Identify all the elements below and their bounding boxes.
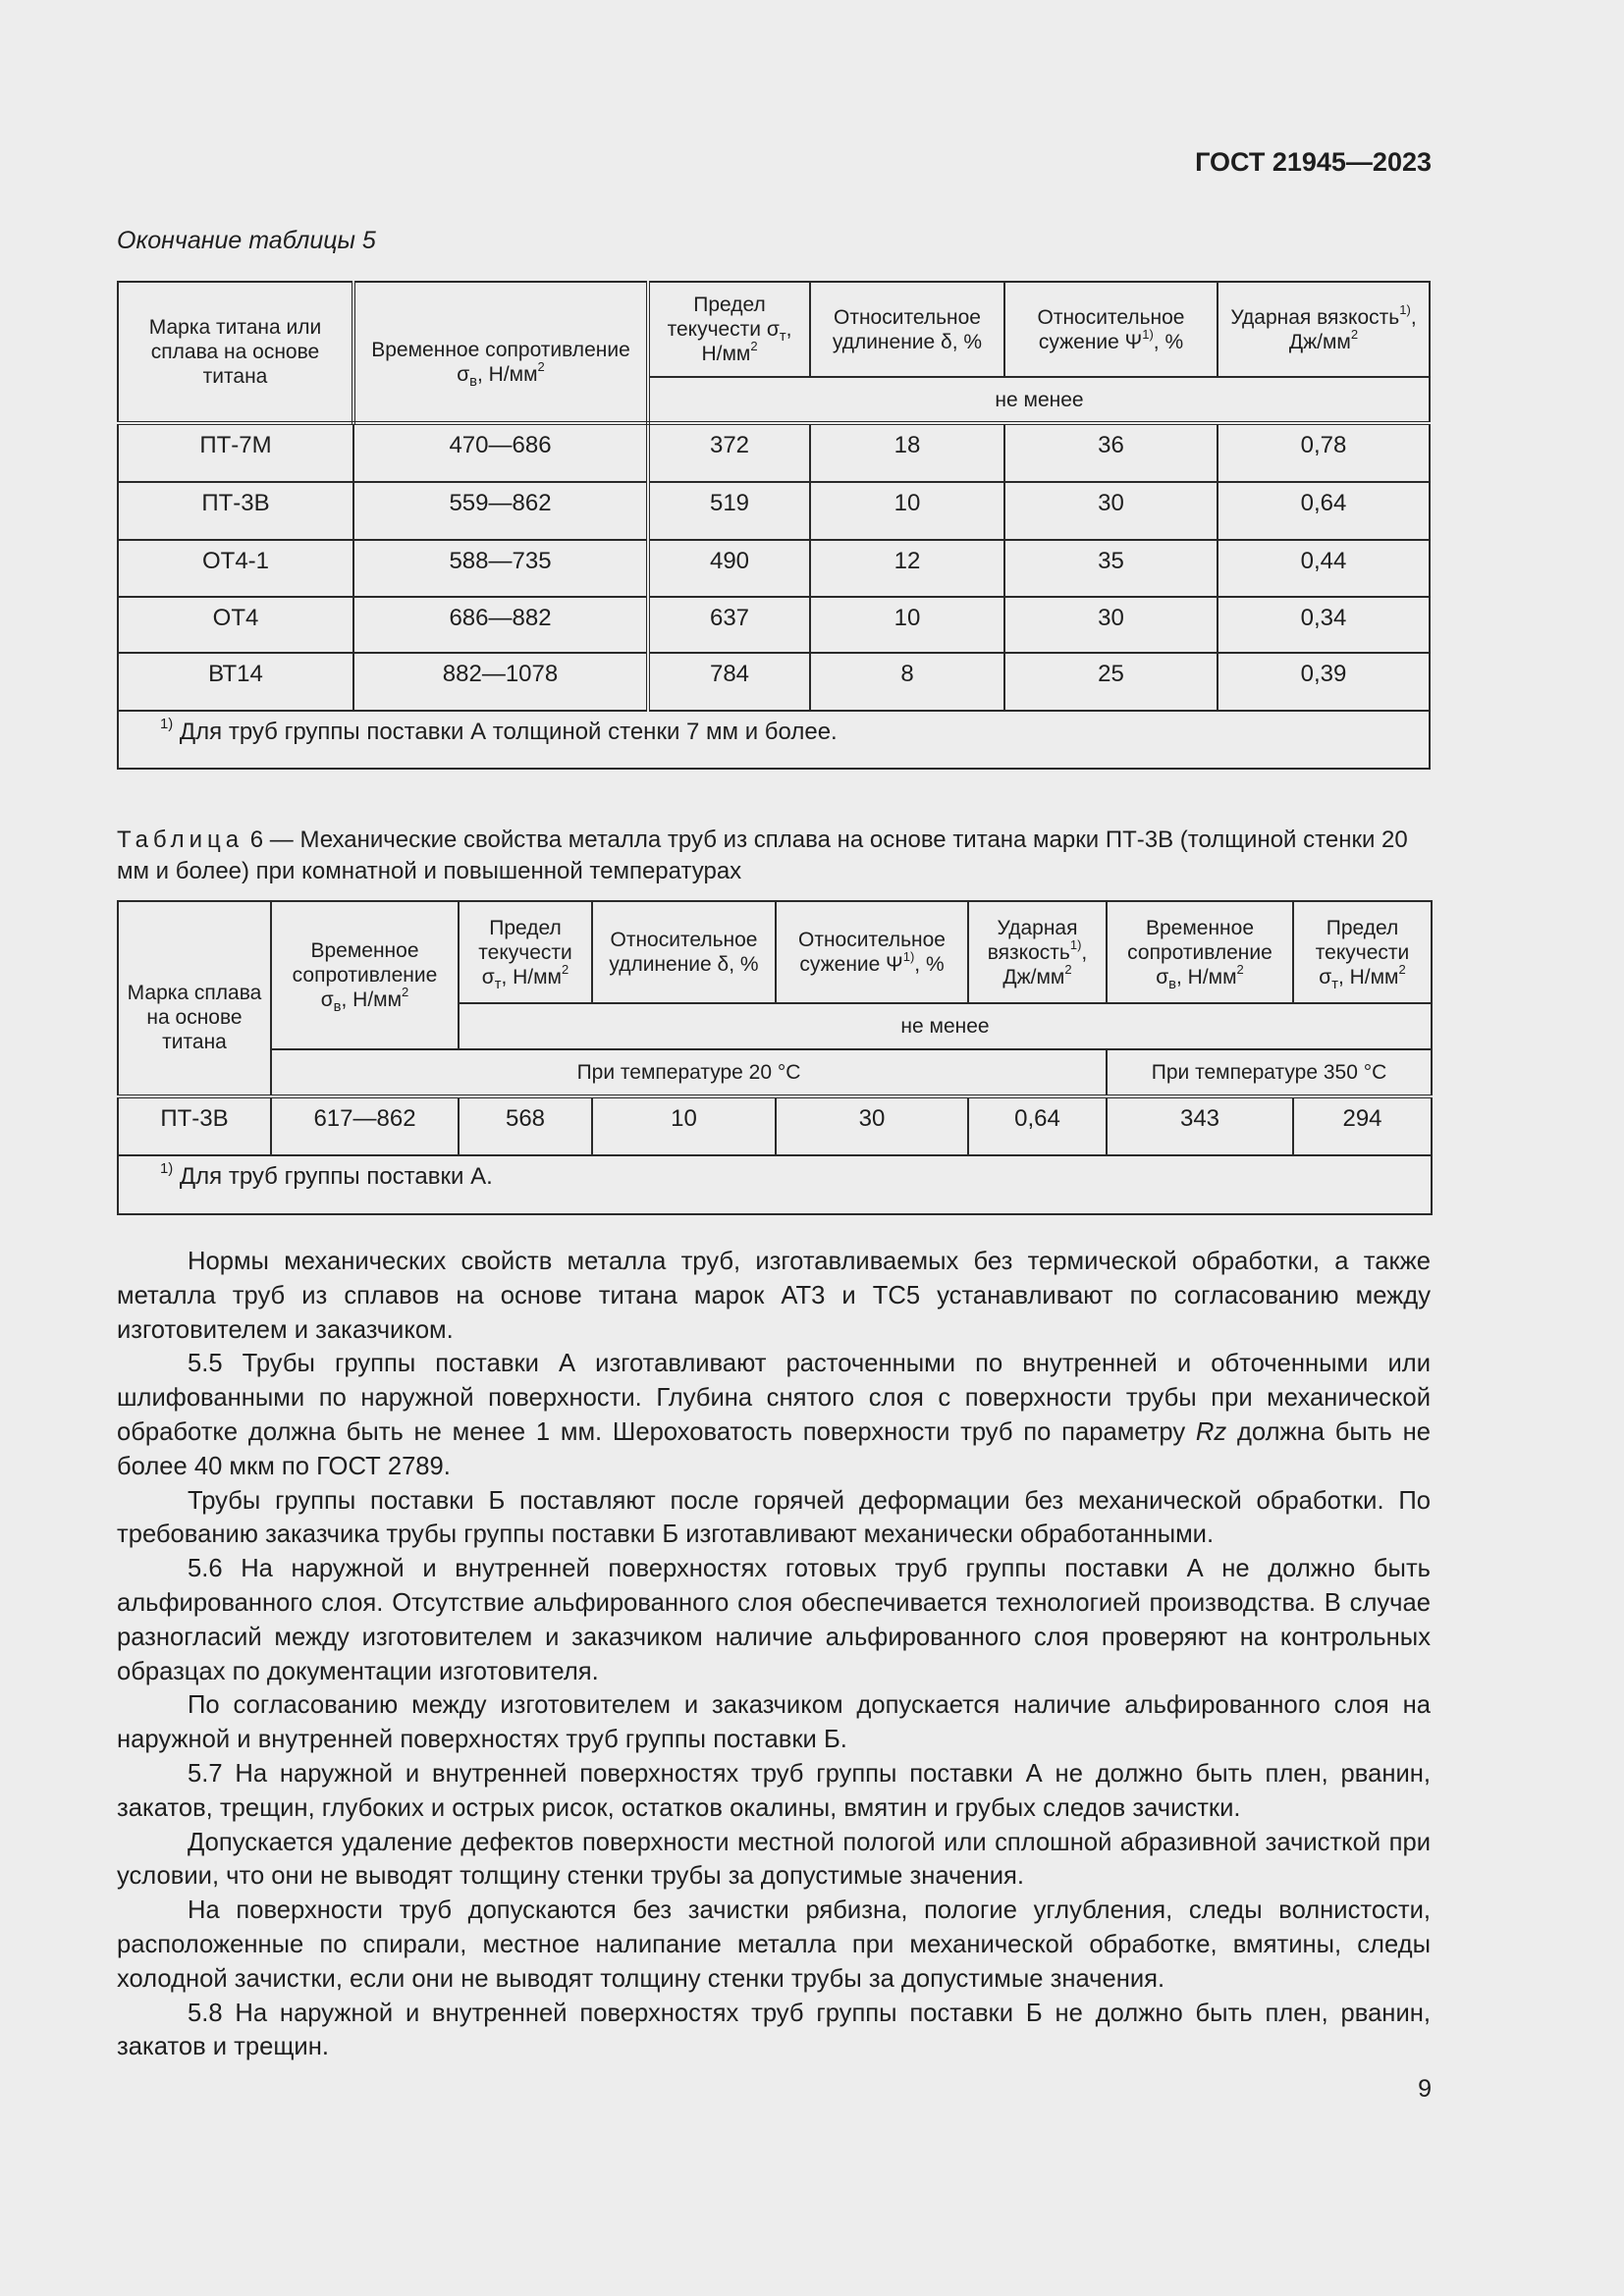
t5-cell: 10 xyxy=(810,597,1004,653)
t6-header-reduction: Относительное сужение $\Psi^{1)}$, % xyxy=(776,901,968,1003)
t6-header-grade: Марка сплава на основе титана xyxy=(118,901,271,1096)
t5-cell: 559—862 xyxy=(353,482,648,540)
t5-header-tensile: Временное сопротивление $\sigma_в$, $Н/мм^2$ xyxy=(353,282,648,423)
t6-header-elongation: Относительное удлинение δ, % xyxy=(592,901,776,1003)
table-6 xyxy=(117,900,1433,1215)
t5-cell: 588—735 xyxy=(353,540,648,597)
t5-cell: 470—686 xyxy=(353,423,648,482)
paragraph-5-5: 5.5 Трубы группы поставки А изготавливают расточенными по внутренней и обточенными или шлифованными по наружной поверхности. Глубина снятого слоя с поверхности трубы при механической обработке должна быть не менее 1 мм. Шероховатость поверхности труб по параметру Rz должна быть не более 40 мкм по ГОСТ 2789. xyxy=(117,1350,1431,1480)
table-row xyxy=(118,1096,1432,1155)
t6-header-tensile: Временное сопротивление $\sigma_в$, $Н/мм^2$ xyxy=(271,901,459,1049)
t5-cell: 490 xyxy=(648,540,810,597)
t5-cell: 30 xyxy=(1004,482,1218,540)
t6-header-tensile-350: Временное сопротивление $\sigma_в$, $Н/мм^2$ xyxy=(1107,901,1293,1003)
table-row xyxy=(118,423,1430,482)
t6-cell: 343 xyxy=(1107,1096,1293,1155)
t5-cell: 12 xyxy=(810,540,1004,597)
t5-cell: ОТ4 xyxy=(118,597,353,653)
t6-header-yield: Предел текучести $\sigma_т$, $Н/мм^2$ xyxy=(459,901,592,1003)
t5-cell: 35 xyxy=(1004,540,1218,597)
t5-cell: 18 xyxy=(810,423,1004,482)
paragraph: Допускается удаление дефектов поверхности местной пологой или сплошной абразивной зачисткой при условии, что они не выводят толщину стенки трубы за допустимые значения. xyxy=(117,1828,1431,1891)
t6-header-temp-350: При температуре 350 °С xyxy=(1107,1049,1432,1096)
t5-cell: ВТ14 xyxy=(118,653,353,711)
t5-cell: 0,64 xyxy=(1218,482,1430,540)
t5-cell: 0,44 xyxy=(1218,540,1430,597)
t5-cell: 519 xyxy=(648,482,810,540)
t6-cell: 0,64 xyxy=(968,1096,1107,1155)
body-text xyxy=(117,1245,1431,2064)
paragraph: На поверхности труб допускаются без зачистки рябизна, пологие углубления, следы волнистости, расположенные по спирали, местное налипание металла при механической обработке, вмятины, следы холодной зачистки, если они не выводят толщину стенки трубы за допустимые значения. xyxy=(117,1896,1431,1993)
table5-caption: Окончание таблицы 5 xyxy=(117,227,376,254)
t6-footnote: $^{1)}$ Для труб группы поставки А. xyxy=(118,1155,1432,1214)
t5-header-elongation: Относительное удлинение δ, % xyxy=(810,282,1004,377)
t5-cell: 8 xyxy=(810,653,1004,711)
t6-header-not-less: не менее xyxy=(459,1003,1432,1049)
t5-cell: 372 xyxy=(648,423,810,482)
t5-cell: 882—1078 xyxy=(353,653,648,711)
paragraph: Нормы механических свойств металла труб, изготавливаемых без термической обработки, а также металла труб из сплавов на основе титана марок АТ3 и ТС5 устанавливают по согласованию между изготовителем и заказчиком. xyxy=(117,1248,1431,1344)
table6-caption: Таблица 6 — Механические свойства металла труб из сплава на основе титана марки ПТ-3В (толщиной стенки 20 мм и более) при комнатной и повышенной температурах xyxy=(117,827,1408,884)
t5-header-yield: Предел текучести $\sigma_т$, $Н/мм^2$ xyxy=(648,282,810,377)
t5-cell: ОТ4-1 xyxy=(118,540,353,597)
t6-cell: 30 xyxy=(776,1096,968,1155)
t5-cell: 0,34 xyxy=(1218,597,1430,653)
table-row xyxy=(118,597,1430,653)
t5-cell: ПТ-3В xyxy=(118,482,353,540)
t5-cell: 25 xyxy=(1004,653,1218,711)
t5-header-impact: Ударная вязкость$^{1)}$, $Дж/мм^2$ xyxy=(1218,282,1430,377)
table-row xyxy=(118,482,1430,540)
t6-header-temp-20: При температуре 20 °С xyxy=(271,1049,1107,1096)
paragraph: Трубы группы поставки Б поставляют после горячей деформации без механической обработки. По требованию заказчика трубы группы поставки Б изготавливают механически обработанными. xyxy=(117,1486,1431,1549)
t5-cell: 0,39 xyxy=(1218,653,1430,711)
t6-header-impact: Ударная вязкость$^{1)}$, $Дж/мм^2$ xyxy=(968,901,1107,1003)
table-row xyxy=(118,540,1430,597)
t5-cell: 0,78 xyxy=(1218,423,1430,482)
t5-cell: 30 xyxy=(1004,597,1218,653)
t6-cell: ПТ-3В xyxy=(118,1096,271,1155)
t5-header-grade: Марка титана или сплава на основе титана xyxy=(118,282,353,423)
t6-cell: 294 xyxy=(1293,1096,1432,1155)
t5-cell: 10 xyxy=(810,482,1004,540)
paragraph-5-7: 5.7 На наружной и внутренней поверхностях труб группы поставки А не должно быть плен, рванин, закатов, трещин, глубоких и острых рисок, остатков окалины, вмятин и грубых следов зачистки. xyxy=(117,1759,1431,1822)
t5-cell: ПТ-7М xyxy=(118,423,353,482)
page-number: 9 xyxy=(1418,2075,1432,2103)
t5-cell: 784 xyxy=(648,653,810,711)
t6-header-yield-350: Предел текучести $\sigma_т$, $Н/мм^2$ xyxy=(1293,901,1432,1003)
table-5 xyxy=(117,281,1431,770)
t6-cell: 10 xyxy=(592,1096,776,1155)
document-code: ГОСТ 21945—2023 xyxy=(1195,147,1432,177)
paragraph-5-6: 5.6 На наружной и внутренней поверхностях готовых труб группы поставки А не должно быть альфированного слоя. Отсутствие альфированного слоя обеспечивается технологией производства. В случае разногласий между изготовителем и заказчиком наличие альфированного слоя проверяют на контрольных образцах по документации изготовителя. xyxy=(117,1555,1431,1685)
t6-cell: 568 xyxy=(459,1096,592,1155)
paragraph-5-8: 5.8 На наружной и внутренней поверхностях труб группы поставки Б не должно быть плен, рванин, закатов и трещин. xyxy=(117,1999,1431,2061)
t6-cell: 617—862 xyxy=(271,1096,459,1155)
t5-cell: 686—882 xyxy=(353,597,648,653)
t5-cell: 36 xyxy=(1004,423,1218,482)
table-row xyxy=(118,653,1430,711)
t5-header-reduction: Относительное сужение $\Psi^{1)}$, % xyxy=(1004,282,1218,377)
t5-header-not-less: не менее xyxy=(648,377,1430,423)
paragraph: По согласованию между изготовителем и заказчиком допускается наличие альфированного слоя на наружной и внутренней поверхностях труб группы поставки Б. xyxy=(117,1691,1431,1754)
t5-cell: 637 xyxy=(648,597,810,653)
t5-footnote: $^{1)}$ Для труб группы поставки А толщиной стенки 7 мм и более. xyxy=(118,711,1430,769)
